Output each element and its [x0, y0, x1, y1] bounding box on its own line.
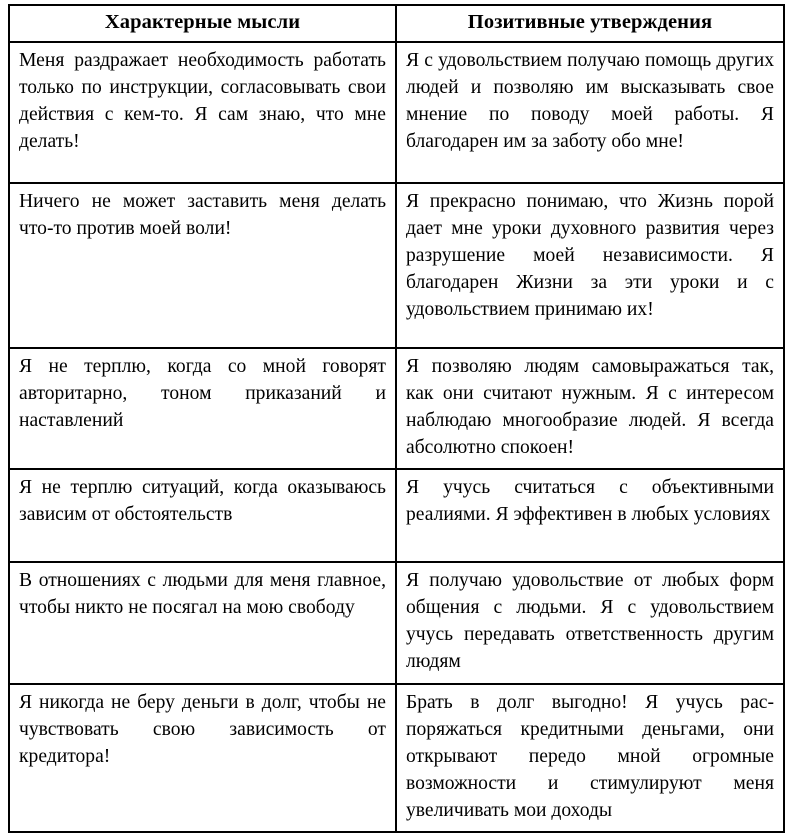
table-row [9, 183, 784, 348]
cell-affirmation [396, 42, 784, 183]
thought-text: Меня раздражает необходимость работать только по инструкции, согласовывать свои действия с кем-то. Я сам знаю, что мне делать! [19, 49, 386, 152]
table-row [9, 348, 784, 470]
affirmation-text: Я прекрасно понимаю, что Жизнь порой дает мне уроки духовного развития через разрушение моей независимости. Я благодарен Жизни за эти уроки и с удовольствием принимаю их! [406, 190, 774, 320]
cell-thought [9, 183, 396, 348]
thought-text: В отношениях с людьми для меня главное, чтобы никто не посягал на мою свободу [19, 570, 386, 619]
table-body [9, 42, 784, 833]
cell-thought [9, 469, 396, 562]
cell-thought [9, 684, 396, 833]
table-row [9, 42, 784, 183]
cell-affirmation [396, 348, 784, 470]
affirmation-text: Брать в долг выгодно! Я учусь распоряжаться кредитными деньгами, они открывают передо мной огромные возможности и стимулируют меня увеличивать мои доходы [406, 691, 774, 821]
affirmation-text: Я с удовольствием получаю помощь других людей и позволяю им высказывать свое мнение по поводу моей работы. Я благодарен им за заботу обо мне! [406, 49, 774, 152]
cell-affirmation [396, 684, 784, 833]
affirmation-text: Я позволяю людям самовыражаться так, как они считают нужным. Я с интересом наблюдаю многообразие людей. Я всегда абсолютно спокоен! [406, 355, 774, 458]
thought-text: Я никогда не беру деньги в долг, чтобы не чувствовать свою зависимость от кредитора! [19, 691, 386, 767]
table-row [9, 684, 784, 833]
table-row [9, 562, 784, 684]
thought-text: Я не терплю, когда со мной говорят авторитарно, тоном приказаний и наставлений [19, 355, 386, 431]
table-header-row [9, 5, 784, 42]
cell-thought [9, 348, 396, 470]
thought-text: Ничего не может заставить меня делать что-то против моей воли! [19, 190, 386, 239]
affirmation-text: Я учусь считаться с объективными реалиями. Я эффективен в любых условиях [406, 477, 774, 526]
column-header-thoughts: Характерные мысли [9, 5, 396, 42]
cell-affirmation [396, 183, 784, 348]
cell-thought [9, 42, 396, 183]
table-header [9, 5, 784, 42]
table-row [9, 469, 784, 562]
cell-affirmation [396, 469, 784, 562]
cell-thought [9, 562, 396, 684]
affirmations-table [8, 4, 785, 833]
thought-text: Я не терплю ситуаций, когда оказываюсь зависим от обстоятельств [19, 477, 386, 526]
cell-affirmation [396, 562, 784, 684]
column-header-affirmations: Позитивные утверждения [396, 5, 784, 42]
affirmation-text: Я получаю удовольствие от любых форм общения с людьми. Я с удовольствием учусь передавать ответственность другим людям [406, 570, 774, 673]
